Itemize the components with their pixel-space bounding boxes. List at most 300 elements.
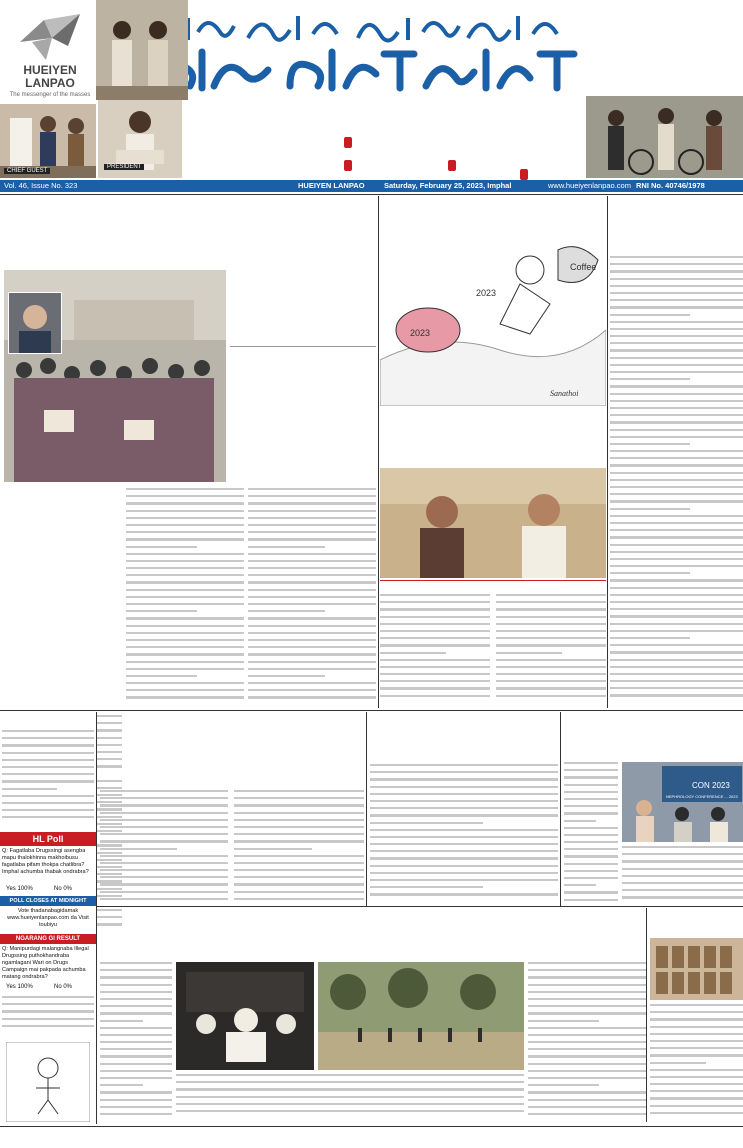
text-line [100, 991, 172, 993]
text-line [380, 630, 490, 632]
text-line [610, 644, 743, 646]
text-line [496, 601, 606, 603]
text-line [100, 1063, 172, 1065]
text-line [370, 822, 483, 824]
bottom-right-body [650, 1004, 743, 1122]
text-line [650, 1047, 743, 1049]
text-line [126, 610, 197, 612]
text-line [234, 848, 312, 850]
text-line [100, 1099, 172, 1101]
rule-v-mid [366, 712, 367, 906]
text-line [528, 976, 646, 978]
text-line [100, 1005, 172, 1007]
text-line [248, 502, 376, 504]
text-line [610, 464, 743, 466]
bottom-right-photo-graphic [650, 938, 743, 1000]
text-line [126, 689, 244, 691]
rule-v-mid2 [560, 712, 561, 906]
text-line [2, 996, 94, 998]
text-line [528, 1084, 599, 1086]
right-ear-teaser [586, 0, 743, 96]
text-line [610, 594, 743, 596]
text-line [100, 1020, 143, 1022]
text-line [234, 812, 364, 814]
bottom-body-col-3 [528, 962, 646, 1122]
text-line [610, 421, 743, 423]
text-line [248, 510, 376, 512]
lead-photo [4, 270, 226, 482]
text-line [176, 1074, 524, 1076]
text-line [2, 795, 94, 797]
text-line [100, 1027, 172, 1029]
text-line [370, 886, 483, 888]
text-line [176, 1103, 524, 1105]
volume-issue: Vol. 46, Issue No. 323 [4, 181, 78, 190]
footer-bar [0, 1126, 743, 1148]
teaser-4-page [344, 160, 352, 171]
text-line [622, 889, 743, 891]
text-line [650, 1097, 743, 1099]
text-line [564, 870, 618, 872]
text-line [610, 615, 743, 617]
text-line [248, 646, 376, 648]
text-line [126, 603, 244, 605]
lead-body-col-2 [126, 488, 244, 710]
website: www.hueiyenlanpao.com [548, 181, 631, 190]
text-line [610, 486, 743, 488]
ngarang-question: Q: Manipurdagi malangnaba Illegal Drugssing puthokhandraba ngamlagani Wari on Drugs Campaign mai pakpada achumba matang ondrabra? [2, 946, 89, 980]
text-line [528, 1005, 646, 1007]
text-line [100, 898, 228, 900]
text-line [610, 601, 743, 603]
text-line [126, 495, 244, 497]
text-line [248, 639, 376, 641]
text-line [370, 771, 558, 773]
text-line [528, 962, 646, 964]
text-line [248, 610, 325, 612]
text-line [564, 841, 618, 843]
text-line [610, 364, 743, 366]
text-line [126, 661, 244, 663]
text-line [610, 342, 743, 344]
text-line [370, 814, 558, 816]
text-line [2, 780, 94, 782]
text-line [650, 1026, 743, 1028]
second-photo-caption-bar [380, 580, 606, 593]
text-line [564, 784, 618, 786]
text-line [126, 646, 244, 648]
cartoon-label-coffee: Coffee [570, 262, 597, 272]
cartoon-header-bar [380, 196, 606, 208]
lead-inset-photo [8, 292, 62, 354]
text-line [100, 840, 228, 842]
text-line [380, 673, 490, 675]
text-line [126, 502, 244, 504]
text-line [496, 673, 606, 675]
text-line [370, 764, 558, 766]
text-line [234, 826, 364, 828]
text-line [100, 804, 228, 806]
rule-mid [0, 710, 743, 711]
text-line [622, 882, 743, 884]
text-line [100, 1048, 172, 1050]
text-line [2, 788, 57, 790]
poll-yes: Yes 100% [6, 886, 33, 892]
text-line [610, 371, 743, 373]
far-right-headline [564, 714, 743, 758]
text-line [234, 797, 364, 799]
teaser-5-page [520, 169, 528, 180]
teaser-1-page [344, 137, 352, 148]
text-line [100, 848, 177, 850]
text-line [100, 998, 172, 1000]
text-line [248, 632, 376, 634]
issue-info-bar [0, 180, 743, 192]
poll-vote-text[interactable]: Vote thadanabagidamak www.hueiyenlanpao.com da Visit toubiyu [7, 908, 89, 928]
text-line [564, 812, 618, 814]
text-line [234, 790, 364, 792]
text-line [2, 737, 94, 739]
text-line [610, 457, 743, 459]
bottom-right-headline [650, 910, 743, 936]
text-line [370, 793, 558, 795]
text-line [126, 632, 244, 634]
mid-headline [100, 714, 366, 784]
text-line [176, 1096, 524, 1098]
text-line [370, 872, 558, 874]
text-line [564, 791, 618, 793]
text-line [2, 1018, 94, 1020]
text-line [610, 659, 743, 661]
text-line [248, 617, 376, 619]
text-line [610, 357, 743, 359]
text-line [528, 1091, 646, 1093]
text-line [248, 625, 376, 627]
text-line [370, 857, 558, 859]
text-line [2, 1025, 94, 1027]
poll-sidebar [0, 712, 96, 1122]
rule-bottom [96, 906, 743, 907]
text-line [564, 805, 618, 807]
text-line [528, 1055, 646, 1057]
text-line [100, 1077, 172, 1079]
text-line [528, 1099, 646, 1101]
poll-question: Q: Fagatlaba Drugssingi asengba mapu thalokhinna makhoibusu fagatlaba pifam thokpa chatlibra? Imphal achumba thabak ondrabra? [2, 848, 89, 875]
text-line [370, 865, 558, 867]
text-line [248, 517, 376, 519]
text-line [610, 529, 743, 531]
text-line [610, 314, 690, 316]
right-teaser-box [478, 100, 584, 130]
bottom-photo-1-graphic [176, 962, 314, 1070]
text-line [234, 862, 364, 864]
lead-inset-photo-graphic [9, 293, 61, 353]
logo-line-1: HUEIYEN [23, 63, 77, 77]
text-line [234, 819, 364, 821]
text-line [126, 675, 197, 677]
text-line [248, 553, 376, 555]
text-line [126, 546, 197, 548]
poll-no: No 0% [54, 886, 73, 892]
text-line [528, 1020, 599, 1022]
far-right-photo-graphic [622, 762, 743, 842]
text-line [370, 786, 558, 788]
text-line [610, 270, 743, 272]
bottom-headline [100, 908, 646, 960]
hueiyen-lanpao-logo [4, 8, 96, 103]
text-line [234, 876, 364, 878]
text-line [622, 896, 743, 898]
text-line [610, 321, 743, 323]
text-line [100, 833, 228, 835]
text-line [2, 766, 94, 768]
text-line [650, 1069, 743, 1071]
text-line [528, 1041, 646, 1043]
text-line [528, 1063, 646, 1065]
text-line [564, 827, 618, 829]
text-line [100, 1113, 172, 1115]
second-headline [380, 406, 606, 464]
lead-body-col-1 [4, 488, 122, 710]
text-line [610, 687, 743, 689]
teaser-3-page [448, 160, 456, 171]
text-line [234, 855, 364, 857]
hl-poll-header: HL Poll [0, 832, 96, 846]
text-line [622, 853, 743, 855]
second-body-col-2 [496, 594, 606, 704]
text-line [650, 1011, 743, 1013]
text-line [496, 695, 606, 697]
text-line [126, 696, 244, 698]
text-line [610, 508, 690, 510]
right-ear-photo [586, 96, 743, 178]
text-line [380, 623, 490, 625]
text-line [564, 899, 618, 901]
rni-number: RNI No. 40746/1978 [636, 181, 705, 190]
text-line [650, 1076, 743, 1078]
text-line [248, 495, 376, 497]
text-line [126, 538, 244, 540]
text-line [370, 843, 558, 845]
text-line [100, 1084, 143, 1086]
text-line [370, 778, 558, 780]
text-line [380, 608, 490, 610]
text-line [248, 653, 376, 655]
text-line [2, 759, 94, 761]
right-ear-photo-graphic [586, 96, 743, 178]
text-line [248, 603, 376, 605]
text-line [234, 804, 364, 806]
text-line [370, 879, 558, 881]
text-line [126, 617, 244, 619]
text-line [100, 1106, 172, 1108]
text-line [248, 560, 376, 562]
text-line [100, 891, 228, 893]
text-line [2, 744, 94, 746]
text-line [528, 984, 646, 986]
second-body-col-1 [380, 594, 490, 704]
text-line [248, 538, 376, 540]
text-line [528, 998, 646, 1000]
text-line [610, 472, 743, 474]
text-line [610, 500, 743, 502]
text-line [370, 836, 558, 838]
text-line [622, 860, 743, 862]
text-line [100, 1070, 172, 1072]
rule-v2 [607, 196, 608, 708]
text-line [100, 883, 228, 885]
right-column-body [610, 256, 743, 704]
text-line [564, 820, 596, 822]
text-line [100, 819, 228, 821]
text-line [126, 567, 244, 569]
text-line [176, 1110, 524, 1112]
cartoon-label-2023: 2023 [476, 288, 497, 298]
text-line [528, 1077, 646, 1079]
text-line [248, 696, 376, 698]
text-line [248, 524, 376, 526]
text-line [564, 884, 596, 886]
text-line [100, 862, 228, 864]
text-line [610, 328, 743, 330]
text-line [380, 594, 490, 596]
text-line [248, 574, 376, 576]
text-line [100, 1055, 172, 1057]
ngarang-yes: Yes 100% [6, 984, 33, 990]
cartoon-label-year: 2023 [410, 328, 431, 338]
text-line [248, 488, 376, 490]
text-line [100, 1091, 172, 1093]
text-line [100, 962, 172, 964]
text-line [2, 752, 94, 754]
text-line [2, 809, 94, 811]
text-line [610, 522, 743, 524]
far-right-photo-sub: NEPHROLOGY CONFERENCE ... 2023 [666, 794, 738, 799]
text-line [248, 661, 376, 663]
chief-guest-caption: CHIEF GUEST [4, 168, 50, 174]
text-line [248, 567, 376, 569]
left-ear-image [0, 104, 96, 178]
text-line [496, 680, 606, 682]
text-line [610, 630, 743, 632]
text-line [528, 1012, 646, 1014]
text-line [380, 680, 490, 682]
text-line [496, 623, 606, 625]
text-line [380, 687, 490, 689]
text-line [564, 863, 618, 865]
text-line [650, 1040, 743, 1042]
text-line [528, 969, 646, 971]
text-line [610, 587, 743, 589]
poll-side-body [2, 730, 94, 826]
text-line [650, 1004, 743, 1006]
text-line [610, 493, 743, 495]
lead-body-col-3 [248, 488, 376, 710]
text-line [650, 1083, 743, 1085]
masthead [0, 0, 743, 182]
text-line [370, 800, 558, 802]
bottom-body-col-1 [100, 962, 172, 1122]
text-line [622, 868, 743, 870]
text-line [100, 869, 228, 871]
text-line [610, 393, 743, 395]
text-line [248, 596, 376, 598]
text-line [622, 875, 743, 877]
text-line [248, 531, 376, 533]
text-line [126, 560, 244, 562]
text-line [528, 1106, 646, 1108]
lead-body-col-1-lines [4, 488, 122, 710]
text-line [100, 826, 228, 828]
text-line [100, 797, 228, 799]
lead-side-deck-2 [230, 350, 376, 474]
text-line [126, 653, 244, 655]
text-line [100, 1012, 172, 1014]
text-line [496, 659, 606, 661]
pocket-cartoon [6, 1042, 90, 1122]
second-photo [380, 468, 606, 578]
text-line [610, 378, 690, 380]
text-line [370, 807, 558, 809]
text-line [496, 630, 606, 632]
text-line [234, 840, 364, 842]
bottom-right-photo [650, 938, 743, 1000]
second-photo-graphic [380, 468, 606, 578]
logo-tagline: The messenger of the masses [9, 92, 91, 98]
text-line [610, 637, 690, 639]
text-line [248, 675, 325, 677]
text-line [650, 1090, 743, 1092]
text-line [496, 616, 606, 618]
text-line [610, 335, 743, 337]
text-line [610, 385, 743, 387]
text-line [610, 666, 743, 668]
text-line [610, 407, 743, 409]
text-line [248, 581, 376, 583]
text-line [380, 637, 490, 639]
text-line [610, 536, 743, 538]
masthead-left-photo [96, 0, 188, 100]
text-line [126, 668, 244, 670]
text-line [100, 790, 228, 792]
ngarang-result-header: NGARANG GI RESULT [0, 934, 96, 944]
text-line [610, 479, 743, 481]
text-line [564, 848, 618, 850]
rule-v-poll [96, 712, 97, 1124]
text-line [2, 730, 94, 732]
mid-body-col-1 [100, 790, 228, 906]
text-line [610, 651, 743, 653]
text-line [248, 589, 376, 591]
text-line [380, 644, 490, 646]
rule-v1 [378, 196, 379, 708]
text-line [650, 1062, 706, 1064]
bottom-photo-2 [318, 962, 524, 1070]
text-line [564, 769, 618, 771]
cartoon-box [380, 196, 606, 406]
text-line [610, 623, 743, 625]
text-line [610, 285, 743, 287]
text-line [610, 694, 743, 696]
text-line [234, 869, 364, 871]
text-line [650, 1033, 743, 1035]
text-line [176, 1088, 524, 1090]
text-line [234, 898, 364, 900]
text-line [126, 531, 244, 533]
bottom-body-col-2 [176, 1074, 524, 1122]
paper-name: HUEIYEN LANPAO [298, 181, 365, 190]
text-line [564, 762, 618, 764]
